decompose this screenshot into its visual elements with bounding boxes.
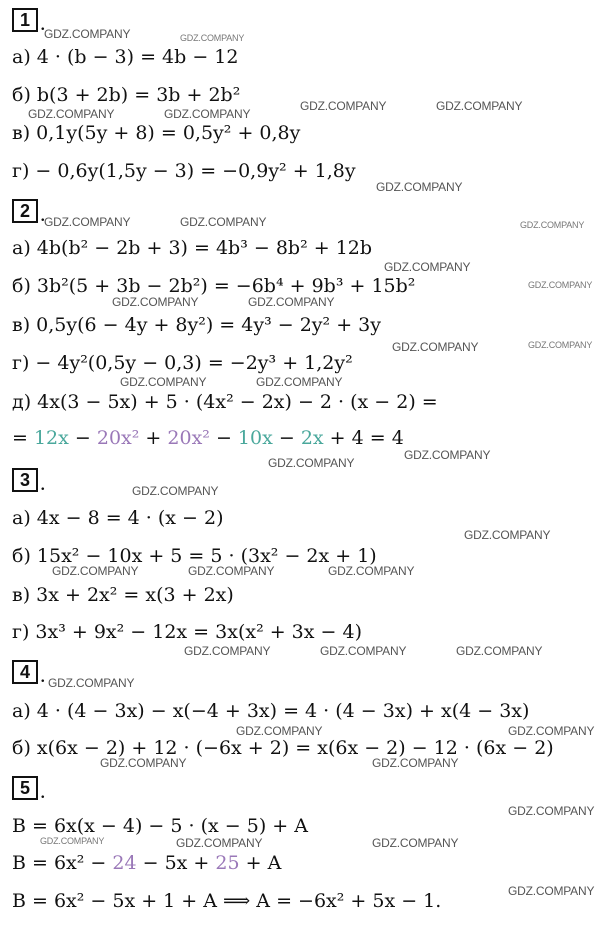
eq-part: + A <box>239 852 282 874</box>
section-number-2: 2 <box>12 199 38 223</box>
watermark: GDZ.COMPANY <box>132 484 219 498</box>
equation-4a: а) 4 · (4 − 3x) − x(−4 + 3x) = 4 · (4 − 3x) + x(4 − 3x) <box>12 700 530 722</box>
section-dot-1: . <box>40 10 46 35</box>
watermark: GDZ.COMPANY <box>508 884 595 898</box>
eq-term-teal: 10x <box>237 427 273 449</box>
watermark: GDZ.COMPANY <box>376 180 463 194</box>
eq-term-teal: 2x <box>300 427 324 449</box>
watermark: GDZ.COMPANY <box>464 528 551 542</box>
watermark: GDZ.COMPANY <box>184 644 271 658</box>
watermark: GDZ.COMPANY <box>28 107 115 121</box>
watermark: GDZ.COMPANY <box>268 456 355 470</box>
watermark: GDZ.COMPANY <box>520 220 585 230</box>
equation-3g: г) 3x³ + 9x² − 12x = 3x(x² + 3x − 4) <box>12 621 362 643</box>
equation-2b: б) 3b²(5 + 3b − 2b²) = −6b⁴ + 9b³ + 15b² <box>12 275 416 297</box>
watermark: GDZ.COMPANY <box>436 99 523 113</box>
equation-2d: д) 4x(3 − 5x) + 5 · (4x² − 2x) − 2 · (x − 2) = <box>12 391 438 413</box>
section-dot-3: . <box>40 470 46 495</box>
section-number-3: 3 <box>12 468 38 492</box>
watermark: GDZ.COMPANY <box>180 33 245 43</box>
equation-2a: а) 4b(b² − 2b + 3) = 4b³ − 8b² + 12b <box>12 237 373 259</box>
equation-1v: в) 0,1y(5y + 8) = 0,5y² + 0,8y <box>12 122 301 144</box>
watermark: GDZ.COMPANY <box>372 756 459 770</box>
section-number-4: 4 <box>12 660 38 684</box>
eq-term-purple: 20x² <box>167 427 210 449</box>
watermark: GDZ.COMPANY <box>48 676 135 690</box>
section-number-1: 1 <box>12 8 38 32</box>
watermark: GDZ.COMPANY <box>320 644 407 658</box>
watermark: GDZ.COMPANY <box>180 215 267 229</box>
watermark: GDZ.COMPANY <box>508 724 595 738</box>
equation-1b: б) b(3 + 2b) = 3b + 2b² <box>12 84 241 106</box>
section-dot-4: . <box>40 662 46 687</box>
equation-5-line3: B = 6x² − 5x + 1 + A ⟹ A = −6x² + 5x − 1. <box>12 890 442 912</box>
eq-part: − <box>209 427 238 449</box>
watermark: GDZ.COMPANY <box>236 724 323 738</box>
watermark: GDZ.COMPANY <box>176 836 263 850</box>
watermark: GDZ.COMPANY <box>528 340 593 350</box>
watermark: GDZ.COMPANY <box>256 375 343 389</box>
equation-3v: в) 3x + 2x² = x(3 + 2x) <box>12 584 234 606</box>
eq-part: − 5x + <box>136 852 216 874</box>
eq-term-teal: 12x <box>33 427 69 449</box>
watermark: GDZ.COMPANY <box>44 215 131 229</box>
eq-part: = <box>12 427 34 449</box>
eq-part: + <box>139 427 168 449</box>
equation-4b: б) x(6x − 2) + 12 · (−6x + 2) = x(6x − 2) − 12 · (6x − 2) <box>12 737 554 759</box>
equation-5-line1: B = 6x(x − 4) − 5 · (x − 5) + A <box>12 815 308 837</box>
section-dot-2: . <box>40 201 46 226</box>
watermark: GDZ.COMPANY <box>328 564 415 578</box>
watermark: GDZ.COMPANY <box>120 375 207 389</box>
watermark: GDZ.COMPANY <box>248 295 335 309</box>
watermark: GDZ.COMPANY <box>384 260 471 274</box>
watermark: GDZ.COMPANY <box>404 448 491 462</box>
watermark: GDZ.COMPANY <box>164 107 251 121</box>
equation-1a: а) 4 · (b − 3) = 4b − 12 <box>12 46 239 68</box>
watermark: GDZ.COMPANY <box>372 836 459 850</box>
watermark: GDZ.COMPANY <box>508 804 595 818</box>
watermark: GDZ.COMPANY <box>112 295 199 309</box>
eq-term-purple: 25 <box>215 852 240 874</box>
equation-2d-result <box>12 427 404 449</box>
watermark: GDZ.COMPANY <box>528 280 593 290</box>
watermark: GDZ.COMPANY <box>44 27 131 41</box>
watermark: GDZ.COMPANY <box>52 564 139 578</box>
section-number-5: 5 <box>12 776 38 800</box>
equation-3a: а) 4x − 8 = 4 · (x − 2) <box>12 507 224 529</box>
eq-part: − <box>272 427 301 449</box>
watermark: GDZ.COMPANY <box>100 756 187 770</box>
watermark: GDZ.COMPANY <box>456 644 543 658</box>
watermark: GDZ.COMPANY <box>40 836 105 846</box>
watermark: GDZ.COMPANY <box>392 340 479 354</box>
eq-part: − <box>68 427 97 449</box>
section-dot-5: . <box>40 778 46 803</box>
equation-5-line2 <box>12 852 281 874</box>
watermark: GDZ.COMPANY <box>300 99 387 113</box>
equation-3b: б) 15x² − 10x + 5 = 5 · (3x² − 2x + 1) <box>12 545 377 567</box>
eq-part: + 4 = 4 <box>323 427 404 449</box>
eq-part: B = 6x² − <box>12 852 113 874</box>
equation-1g: г) − 0,6y(1,5y − 3) = −0,9y² + 1,8y <box>12 160 356 182</box>
equation-2g: г) − 4y²(0,5y − 0,3) = −2y³ + 1,2y² <box>12 352 353 374</box>
equation-2v: в) 0,5y(6 − 4y + 8y²) = 4y³ − 2y² + 3y <box>12 314 381 336</box>
eq-term-purple: 24 <box>112 852 137 874</box>
watermark: GDZ.COMPANY <box>188 564 275 578</box>
eq-term-purple: 20x² <box>96 427 140 449</box>
